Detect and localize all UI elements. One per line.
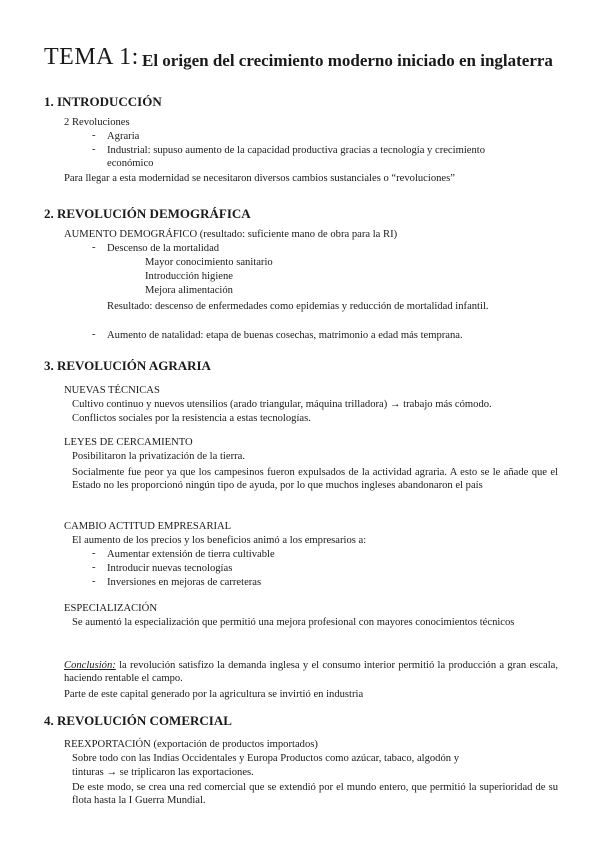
tecnicas-title: NUEVAS TÉCNICAS <box>64 385 160 396</box>
intro-item-2-cont: económico <box>107 158 154 169</box>
cercamiento-line-1: Posibilitaron la privatización de la tierra. <box>72 451 245 462</box>
conclusion-label: Conclusión: <box>64 660 116 671</box>
section-3-heading: 3. REVOLUCIÓN AGRARIA <box>44 358 211 373</box>
bullet-dash: - <box>92 130 96 141</box>
bullet-dash: - <box>92 329 96 340</box>
conclusion-text: la revolución satisfizo la demanda inglesa y el consumo interior permitió la producción a gran escala, haciendo rentable el campo. <box>64 660 558 684</box>
bullet-dash: - <box>92 242 96 253</box>
cause-2: Introducción higiene <box>145 271 233 282</box>
bullet-dash: - <box>92 562 96 573</box>
section-1-heading <box>44 94 162 110</box>
conclusion-line-2: Parte de este capital generado por la agricultura se invirtió en industria <box>64 689 364 700</box>
especializacion-title: ESPECIALIZACIÓN <box>64 603 157 614</box>
empresarial-title: CAMBIO ACTITUD EMPRESARIAL <box>64 521 232 532</box>
bullet-dash: - <box>92 548 96 559</box>
reexport-line-2: tinturas → se triplicaron las exportaciones. <box>72 767 254 778</box>
intro-item-1: Agraria <box>107 131 140 142</box>
section-2-heading: 2. REVOLUCIÓN DEMOGRÁFICA <box>44 206 251 221</box>
section-1-title: . INTRODUCCIÓN <box>50 94 162 109</box>
intro-item-2: Industrial: supuso aumento de la capacidad productiva gracias a tecnología y crecimiento <box>107 145 485 156</box>
empresarial-item-1: Aumentar extensión de tierra cultivable <box>107 549 275 560</box>
reexport-title: REEXPORTACIÓN (exportación de productos importados) <box>64 739 318 750</box>
intro-subtitle: 2 Revoluciones <box>64 117 130 128</box>
empresarial-item-2: Introducir nuevas tecnologías <box>107 563 233 574</box>
cause-3: Mejora alimentación <box>145 285 233 296</box>
page-title: El origen del crecimiento moderno iniciado en inglaterra <box>142 51 553 70</box>
reexport-paragraph: De este modo, se crea una red comercial que se extendió por el mundo entero, que permitió la superioridad de su flota hasta la I Guerra Mundial. <box>72 782 558 806</box>
tecnicas-line-2: Conflictos sociales por la resistencia a estas tecnologías. <box>72 413 311 424</box>
intro-closing: Para llegar a esta modernidad se necesitaron diversos cambios sustanciales o “revoluciones” <box>64 173 455 184</box>
demografica-item-2: Aumento de natalidad: etapa de buenas cosechas, matrimonio a edad más temprana. <box>107 330 463 341</box>
demografica-result: Resultado: descenso de enfermedades como epidemias y reducción de mortalidad infantil. <box>107 301 489 312</box>
title-prefix: TEMA 1: <box>44 44 139 70</box>
empresarial-intro: El aumento de los precios y los beneficios animó a los empresarios a: <box>72 535 367 546</box>
bullet-dash: - <box>92 576 96 587</box>
empresarial-item-3: Inversiones en mejoras de carreteras <box>107 577 262 588</box>
conclusion-paragraph <box>64 659 558 685</box>
cause-1: Mayor conocimiento sanitario <box>145 257 273 268</box>
demografica-subtitle: AUMENTO DEMOGRÁFICO (resultado: suficiente mano de obra para la RI) <box>64 229 398 240</box>
cercamiento-paragraph: Socialmente fue peor ya que los campesinos fueron expulsados de la actividad agraria. A esto se le añade que el Estado no les proporcionó ningún tipo de ayuda, por lo que muchos ingleses abandonaron el país <box>72 467 558 491</box>
especializacion-paragraph: Se aumentó la especialización que permitió una mejora profesional con mayores conocimientos técnicos <box>72 617 515 628</box>
tecnicas-line-1: Cultivo continuo y nuevos utensilios (arado triangular, máquina trilladora) → trabajo más cómodo. <box>72 399 492 410</box>
demografica-item-1: Descenso de la mortalidad <box>107 243 220 254</box>
section-4-heading: 4. REVOLUCIÓN COMERCIAL <box>44 713 232 728</box>
bullet-dash: - <box>92 144 96 155</box>
cercamiento-title: LEYES DE CERCAMIENTO <box>64 437 193 448</box>
reexport-line-1: Sobre todo con las Indias Occidentales y Europa Productos como azúcar, tabaco, algodón y <box>72 753 460 764</box>
section-1-number: 1 <box>44 94 51 109</box>
